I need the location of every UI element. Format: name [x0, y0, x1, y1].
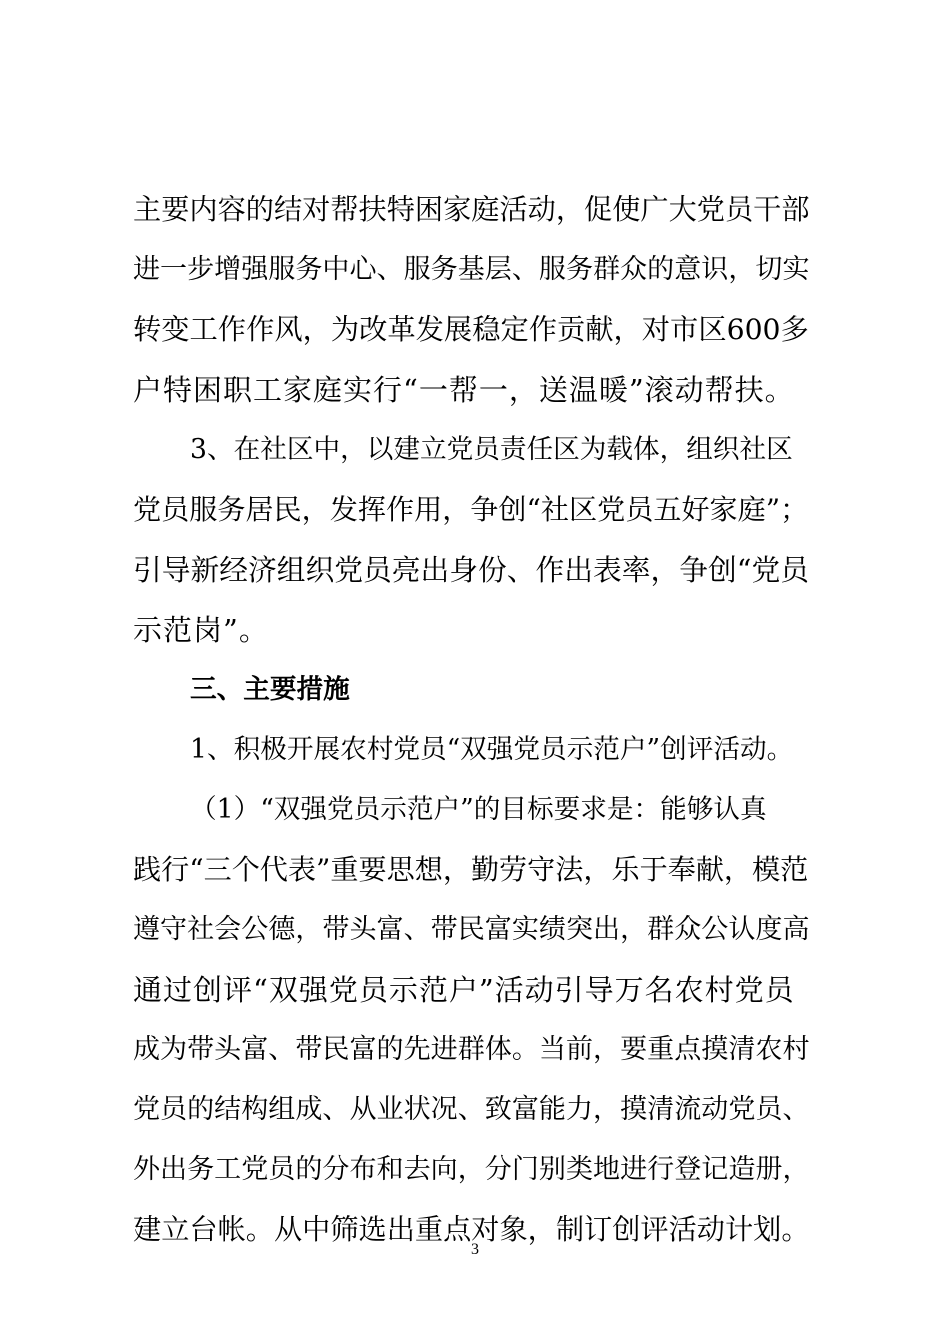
paragraph-line: 引导新经济组织党员亮出身份、作出表率，争创“党员: [133, 553, 809, 587]
paragraph-line: 转变工作作风，为改革发展稳定作贡献，对市区600多: [133, 313, 809, 346]
paragraph-line: 党员服务居民，发挥作用，争创“社区党员五好家庭”；: [133, 493, 809, 526]
paragraph-line: 通过创评“双强党员示范户”活动引导万名农村党员: [133, 973, 795, 1007]
paragraph-line: 示范岗”。: [133, 613, 269, 647]
paragraph-line: 成为带头富、带民富的先进群体。当前，要重点摸清农村: [133, 1034, 810, 1065]
paragraph-line: 主要内容的结对帮扶特困家庭活动，促使广大党员干部: [133, 193, 810, 226]
paragraph-line: 户特困职工家庭实行“一帮一，送温暖”滚动帮扶。: [133, 373, 795, 407]
paragraph-line: 践行“三个代表”重要思想，勤劳守法，乐于奉献，模范: [133, 853, 809, 886]
paragraph-line: 党员的结构组成、从业状况、致富能力，摸清流动党员、: [133, 1094, 810, 1125]
paragraph-line: （1）“双强党员示范户”的目标要求是：能够认真: [190, 794, 767, 825]
paragraph-line: 3、在社区中，以建立党员责任区为载体，组织社区: [190, 434, 793, 465]
paragraph-line: 1、积极开展农村党员“双强党员示范户”创评活动。: [190, 734, 794, 765]
paragraph-line: 外出务工党员的分布和去向，分门别类地进行登记造册，: [133, 1154, 810, 1185]
paragraph-line: 进一步增强服务中心、服务基层、服务群众的意识，切实: [133, 254, 810, 285]
paragraph-line: 建立台帐。从中筛选出重点对象，制订创评活动计划。: [133, 1213, 810, 1246]
paragraph-line: 遵守社会公德，带头富、带民富实绩突出，群众公认度高: [133, 914, 810, 945]
page-number: 3: [471, 1241, 479, 1258]
section-heading: 三、主要措施: [190, 674, 350, 705]
